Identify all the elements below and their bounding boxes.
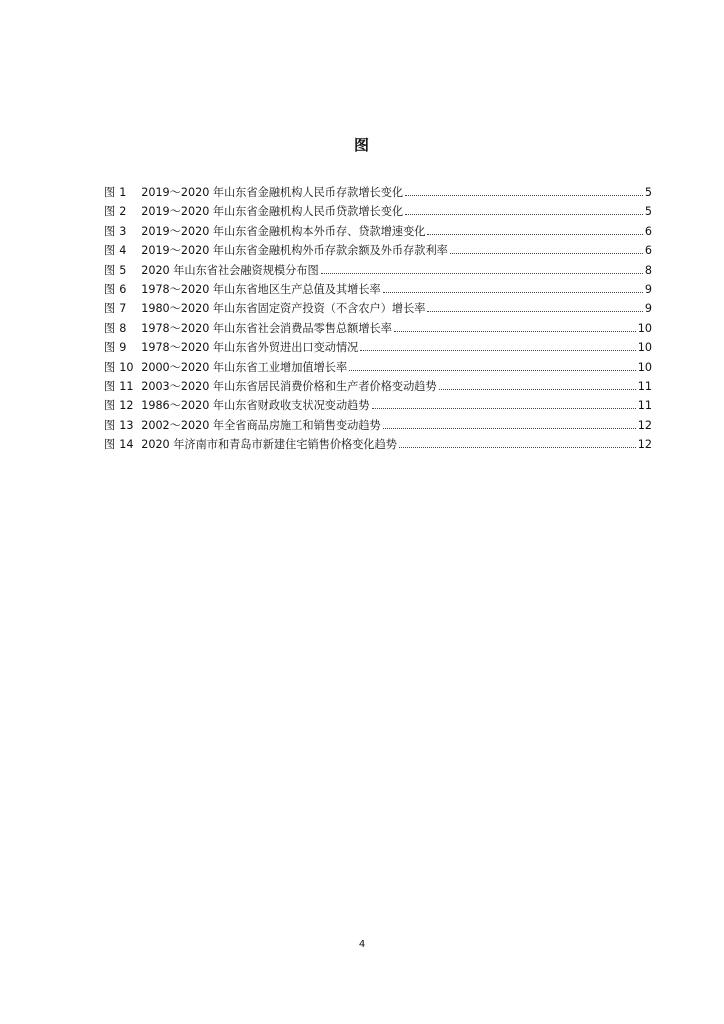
figure-title: 1980～2020 年山东省固定资产投资（不含农户）增长率 bbox=[141, 302, 426, 316]
figure-page: 6 bbox=[644, 244, 652, 258]
list-item[interactable] bbox=[104, 299, 652, 318]
figure-number: 13 bbox=[119, 418, 134, 432]
figure-label: 图 bbox=[104, 438, 116, 452]
list-item[interactable] bbox=[104, 183, 652, 202]
figure-number: 3 bbox=[119, 224, 127, 238]
figure-page: 10 bbox=[637, 341, 652, 355]
list-item[interactable] bbox=[104, 222, 652, 241]
figure-label: 图 bbox=[104, 399, 116, 413]
figure-label: 图 bbox=[104, 379, 116, 393]
dot-leader bbox=[439, 388, 636, 390]
figure-number: 10 bbox=[119, 360, 134, 374]
figure-number: 7 bbox=[119, 302, 127, 316]
dot-leader bbox=[394, 330, 636, 332]
figure-label: 图 bbox=[104, 186, 116, 199]
figure-label: 图 bbox=[104, 321, 116, 335]
figure-page: 9 bbox=[644, 302, 652, 316]
figure-page: 6 bbox=[644, 224, 652, 238]
figure-page: 9 bbox=[644, 282, 652, 296]
figure-page: 10 bbox=[637, 321, 652, 335]
figure-page: 8 bbox=[644, 263, 652, 277]
figure-label: 图 bbox=[104, 341, 116, 355]
page-number: 4 bbox=[358, 939, 366, 950]
figure-title: 2000～2020 年山东省工业增加值增长率 bbox=[141, 360, 348, 374]
list-item[interactable] bbox=[104, 338, 652, 357]
figure-label: 图 bbox=[104, 360, 116, 374]
figure-title: 1978～2020 年山东省地区生产总值及其增长率 bbox=[141, 282, 381, 296]
dot-leader bbox=[405, 213, 643, 215]
figure-title: 2019～2020 年山东省金融机构外币存款余额及外币存款利率 bbox=[141, 244, 448, 258]
figure-title: 1978～2020 年山东省社会消费品零售总额增长率 bbox=[141, 321, 392, 335]
dot-leader bbox=[383, 291, 643, 293]
figure-number: 2 bbox=[119, 205, 127, 219]
figure-page: 12 bbox=[637, 418, 652, 432]
figure-label: 图 bbox=[104, 244, 116, 258]
dot-leader bbox=[405, 194, 643, 196]
list-item[interactable] bbox=[104, 358, 652, 377]
figure-title: 2002～2020 年全省商品房施工和销售变动趋势 bbox=[141, 418, 381, 432]
list-item[interactable] bbox=[104, 396, 652, 415]
dot-leader bbox=[399, 446, 636, 448]
figure-number: 1 bbox=[119, 186, 127, 199]
figure-title: 1978～2020 年山东省外贸进出口变动情况 bbox=[141, 341, 359, 355]
figure-label: 图 bbox=[104, 302, 116, 316]
figure-number: 5 bbox=[119, 263, 127, 277]
figure-title: 2019～2020 年山东省金融机构人民币贷款增长变化 bbox=[141, 205, 404, 219]
figure-page: 11 bbox=[637, 379, 652, 393]
figure-label: 图 bbox=[104, 263, 116, 277]
list-item[interactable] bbox=[104, 261, 652, 280]
figure-label: 图 bbox=[104, 282, 116, 296]
figure-number: 11 bbox=[119, 379, 134, 393]
dot-leader bbox=[321, 272, 643, 274]
list-item[interactable] bbox=[104, 241, 652, 260]
dot-leader bbox=[427, 310, 642, 312]
figure-title: 2003～2020 年山东省居民消费价格和生产者价格变动趋势 bbox=[141, 379, 437, 393]
figure-number: 8 bbox=[119, 321, 127, 335]
figure-label: 图 bbox=[104, 205, 116, 219]
list-item[interactable] bbox=[104, 280, 652, 299]
dot-leader bbox=[349, 369, 636, 371]
figure-label: 图 bbox=[104, 224, 116, 238]
figure-number: 14 bbox=[119, 438, 134, 452]
figure-page: 5 bbox=[644, 205, 652, 219]
figure-page: 11 bbox=[637, 399, 652, 413]
dot-leader bbox=[427, 233, 642, 235]
figure-title: 1986～2020 年山东省财政收支状况变动趋势 bbox=[141, 399, 370, 413]
figure-number: 12 bbox=[119, 399, 134, 413]
figure-page: 10 bbox=[637, 360, 652, 374]
figure-title: 2019～2020 年山东省金融机构本外币存、贷款增速变化 bbox=[141, 224, 426, 238]
figure-list bbox=[104, 183, 652, 454]
figure-number: 6 bbox=[119, 282, 127, 296]
dot-leader bbox=[383, 427, 636, 429]
page-title: 图 bbox=[353, 136, 370, 154]
figure-number: 9 bbox=[119, 341, 127, 355]
figure-number: 4 bbox=[119, 244, 127, 258]
figure-title: 2020 年济南市和青岛市新建住宅销售价格变化趋势 bbox=[141, 438, 397, 452]
dot-leader bbox=[450, 252, 643, 254]
figure-title: 2019～2020 年山东省金融机构人民币存款增长变化 bbox=[141, 186, 404, 199]
list-item[interactable] bbox=[104, 319, 652, 338]
dot-leader bbox=[360, 349, 635, 351]
figure-page: 12 bbox=[637, 438, 652, 452]
figure-label: 图 bbox=[104, 418, 116, 432]
list-item[interactable] bbox=[104, 416, 652, 435]
list-item[interactable] bbox=[104, 435, 652, 454]
figure-page: 5 bbox=[644, 186, 652, 199]
figure-title: 2020 年山东省社会融资规模分布图 bbox=[141, 263, 319, 277]
dot-leader bbox=[372, 407, 636, 409]
list-item[interactable] bbox=[104, 202, 652, 221]
list-item[interactable] bbox=[104, 377, 652, 396]
